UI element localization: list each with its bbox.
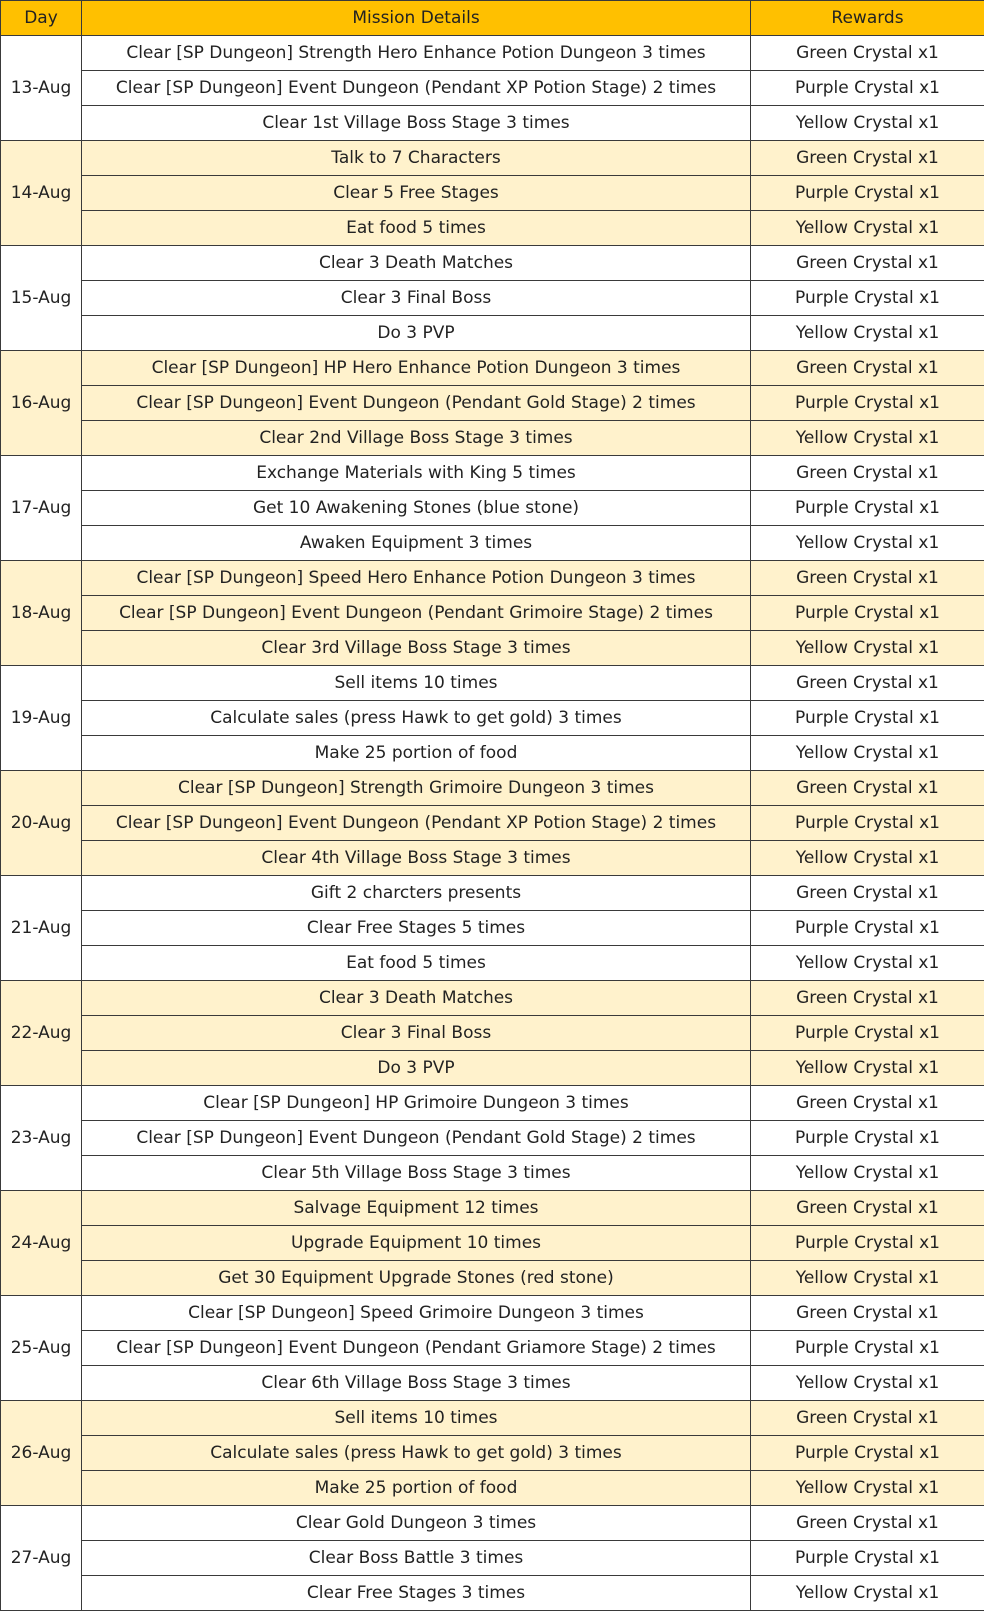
- reward-cell: Purple Crystal x1: [751, 806, 984, 841]
- reward-cell: Yellow Crystal x1: [751, 106, 984, 141]
- day-cell: 19-Aug: [1, 666, 82, 771]
- table-row: [1, 1366, 984, 1401]
- table-row: [1, 456, 984, 491]
- table-row: [1, 106, 984, 141]
- mission-cell: Calculate sales (press Hawk to get gold) 3 times: [82, 1436, 751, 1471]
- mission-cell: Clear [SP Dungeon] Event Dungeon (Pendant Griamore Stage) 2 times: [82, 1331, 751, 1366]
- reward-cell: Green Crystal x1: [751, 771, 984, 806]
- reward-cell: Purple Crystal x1: [751, 71, 984, 106]
- mission-cell: Exchange Materials with King 5 times: [82, 456, 751, 491]
- table-row: [1, 491, 984, 526]
- mission-cell: Clear 3 Death Matches: [82, 981, 751, 1016]
- mission-cell: Clear 1st Village Boss Stage 3 times: [82, 106, 751, 141]
- reward-cell: Yellow Crystal x1: [751, 1576, 984, 1611]
- mission-cell: Clear [SP Dungeon] Event Dungeon (Pendant Gold Stage) 2 times: [82, 386, 751, 421]
- table-row: [1, 526, 984, 561]
- mission-cell: Upgrade Equipment 10 times: [82, 1226, 751, 1261]
- reward-cell: Green Crystal x1: [751, 1296, 984, 1331]
- reward-cell: Green Crystal x1: [751, 246, 984, 281]
- mission-cell: Clear [SP Dungeon] Event Dungeon (Pendant XP Potion Stage) 2 times: [82, 71, 751, 106]
- reward-cell: Purple Crystal x1: [751, 1121, 984, 1156]
- table-row: [1, 666, 984, 701]
- mission-cell: Do 3 PVP: [82, 1051, 751, 1086]
- day-cell: 27-Aug: [1, 1506, 82, 1611]
- reward-cell: Green Crystal x1: [751, 1401, 984, 1436]
- table-row: [1, 246, 984, 281]
- reward-cell: Yellow Crystal x1: [751, 1471, 984, 1506]
- reward-cell: Purple Crystal x1: [751, 1436, 984, 1471]
- reward-cell: Green Crystal x1: [751, 981, 984, 1016]
- day-cell: 22-Aug: [1, 981, 82, 1086]
- header-mission-details: Mission Details: [82, 1, 751, 36]
- table-row: [1, 281, 984, 316]
- reward-cell: Purple Crystal x1: [751, 386, 984, 421]
- table-row: [1, 141, 984, 176]
- table-row: [1, 736, 984, 771]
- mission-cell: Eat food 5 times: [82, 211, 751, 246]
- table-row: [1, 1261, 984, 1296]
- reward-cell: Yellow Crystal x1: [751, 841, 984, 876]
- mission-cell: Get 10 Awakening Stones (blue stone): [82, 491, 751, 526]
- reward-cell: Purple Crystal x1: [751, 281, 984, 316]
- table-row: [1, 946, 984, 981]
- mission-cell: Clear 4th Village Boss Stage 3 times: [82, 841, 751, 876]
- day-cell: 24-Aug: [1, 1191, 82, 1296]
- mission-cell: Eat food 5 times: [82, 946, 751, 981]
- mission-cell: Clear 6th Village Boss Stage 3 times: [82, 1366, 751, 1401]
- mission-cell: Clear Free Stages 3 times: [82, 1576, 751, 1611]
- reward-cell: Green Crystal x1: [751, 1086, 984, 1121]
- table-row: [1, 316, 984, 351]
- mission-cell: Do 3 PVP: [82, 316, 751, 351]
- reward-cell: Green Crystal x1: [751, 36, 984, 71]
- table-row: [1, 1436, 984, 1471]
- table-row: [1, 1051, 984, 1086]
- reward-cell: Yellow Crystal x1: [751, 1261, 984, 1296]
- table-row: [1, 841, 984, 876]
- mission-cell: Clear Boss Battle 3 times: [82, 1541, 751, 1576]
- mission-cell: Clear 3 Death Matches: [82, 246, 751, 281]
- mission-cell: Clear [SP Dungeon] Strength Hero Enhance Potion Dungeon 3 times: [82, 36, 751, 71]
- mission-cell: Get 30 Equipment Upgrade Stones (red stone): [82, 1261, 751, 1296]
- mission-cell: Calculate sales (press Hawk to get gold) 3 times: [82, 701, 751, 736]
- mission-cell: Sell items 10 times: [82, 666, 751, 701]
- reward-cell: Yellow Crystal x1: [751, 421, 984, 456]
- reward-cell: Green Crystal x1: [751, 666, 984, 701]
- table-row: [1, 1331, 984, 1366]
- reward-cell: Yellow Crystal x1: [751, 946, 984, 981]
- header-day: Day: [1, 1, 82, 36]
- table-row: [1, 876, 984, 911]
- mission-cell: Talk to 7 Characters: [82, 141, 751, 176]
- mission-cell: Clear [SP Dungeon] Event Dungeon (Pendant Grimoire Stage) 2 times: [82, 596, 751, 631]
- reward-cell: Yellow Crystal x1: [751, 526, 984, 561]
- reward-cell: Purple Crystal x1: [751, 1226, 984, 1261]
- table-row: [1, 631, 984, 666]
- mission-table-body: [1, 36, 984, 1611]
- reward-cell: Purple Crystal x1: [751, 1331, 984, 1366]
- mission-cell: Make 25 portion of food: [82, 1471, 751, 1506]
- reward-cell: Yellow Crystal x1: [751, 316, 984, 351]
- table-row: [1, 1506, 984, 1541]
- mission-cell: Clear 5 Free Stages: [82, 176, 751, 211]
- mission-cell: Clear [SP Dungeon] Speed Grimoire Dungeon 3 times: [82, 1296, 751, 1331]
- table-row: [1, 1156, 984, 1191]
- mission-cell: Clear Free Stages 5 times: [82, 911, 751, 946]
- day-cell: 17-Aug: [1, 456, 82, 561]
- mission-cell: Clear 3rd Village Boss Stage 3 times: [82, 631, 751, 666]
- reward-cell: Yellow Crystal x1: [751, 211, 984, 246]
- reward-cell: Green Crystal x1: [751, 456, 984, 491]
- day-cell: 20-Aug: [1, 771, 82, 876]
- table-row: [1, 771, 984, 806]
- reward-cell: Green Crystal x1: [751, 1191, 984, 1226]
- reward-cell: Purple Crystal x1: [751, 911, 984, 946]
- reward-cell: Yellow Crystal x1: [751, 1366, 984, 1401]
- table-row: [1, 561, 984, 596]
- table-row: [1, 1401, 984, 1436]
- mission-cell: Sell items 10 times: [82, 1401, 751, 1436]
- header-row: [1, 1, 984, 36]
- reward-cell: Yellow Crystal x1: [751, 736, 984, 771]
- mission-cell: Clear [SP Dungeon] Event Dungeon (Pendant XP Potion Stage) 2 times: [82, 806, 751, 841]
- table-row: [1, 71, 984, 106]
- mission-cell: Salvage Equipment 12 times: [82, 1191, 751, 1226]
- reward-cell: Purple Crystal x1: [751, 596, 984, 631]
- day-cell: 21-Aug: [1, 876, 82, 981]
- reward-cell: Purple Crystal x1: [751, 491, 984, 526]
- reward-cell: Green Crystal x1: [751, 141, 984, 176]
- mission-cell: Clear 3 Final Boss: [82, 281, 751, 316]
- mission-cell: Clear 2nd Village Boss Stage 3 times: [82, 421, 751, 456]
- table-row: [1, 1121, 984, 1156]
- day-cell: 13-Aug: [1, 36, 82, 141]
- table-row: [1, 1471, 984, 1506]
- table-row: [1, 911, 984, 946]
- table-row: [1, 1016, 984, 1051]
- mission-cell: Clear [SP Dungeon] HP Grimoire Dungeon 3 times: [82, 1086, 751, 1121]
- reward-cell: Purple Crystal x1: [751, 1541, 984, 1576]
- reward-cell: Purple Crystal x1: [751, 701, 984, 736]
- table-row: [1, 351, 984, 386]
- day-cell: 26-Aug: [1, 1401, 82, 1506]
- reward-cell: Yellow Crystal x1: [751, 631, 984, 666]
- reward-cell: Green Crystal x1: [751, 351, 984, 386]
- table-row: [1, 981, 984, 1016]
- mission-cell: Clear [SP Dungeon] HP Hero Enhance Potion Dungeon 3 times: [82, 351, 751, 386]
- table-row: [1, 1226, 984, 1261]
- reward-cell: Purple Crystal x1: [751, 1016, 984, 1051]
- day-cell: 16-Aug: [1, 351, 82, 456]
- table-row: [1, 176, 984, 211]
- day-cell: 23-Aug: [1, 1086, 82, 1191]
- table-row: [1, 1576, 984, 1611]
- reward-cell: Purple Crystal x1: [751, 176, 984, 211]
- table-row: [1, 1541, 984, 1576]
- table-row: [1, 36, 984, 71]
- table-row: [1, 806, 984, 841]
- reward-cell: Green Crystal x1: [751, 876, 984, 911]
- header-rewards: Rewards: [751, 1, 984, 36]
- table-row: [1, 421, 984, 456]
- mission-cell: Clear 3 Final Boss: [82, 1016, 751, 1051]
- mission-cell: Clear 5th Village Boss Stage 3 times: [82, 1156, 751, 1191]
- table-row: [1, 1086, 984, 1121]
- reward-cell: Green Crystal x1: [751, 561, 984, 596]
- reward-cell: Yellow Crystal x1: [751, 1051, 984, 1086]
- mission-cell: Awaken Equipment 3 times: [82, 526, 751, 561]
- table-row: [1, 1191, 984, 1226]
- day-cell: 18-Aug: [1, 561, 82, 666]
- mission-cell: Clear Gold Dungeon 3 times: [82, 1506, 751, 1541]
- mission-cell: Make 25 portion of food: [82, 736, 751, 771]
- reward-cell: Green Crystal x1: [751, 1506, 984, 1541]
- table-row: [1, 701, 984, 736]
- day-cell: 14-Aug: [1, 141, 82, 246]
- table-row: [1, 211, 984, 246]
- mission-cell: Clear [SP Dungeon] Strength Grimoire Dungeon 3 times: [82, 771, 751, 806]
- table-row: [1, 386, 984, 421]
- mission-cell: Clear [SP Dungeon] Speed Hero Enhance Potion Dungeon 3 times: [82, 561, 751, 596]
- table-row: [1, 1296, 984, 1331]
- mission-cell: Clear [SP Dungeon] Event Dungeon (Pendant Gold Stage) 2 times: [82, 1121, 751, 1156]
- day-cell: 25-Aug: [1, 1296, 82, 1401]
- mission-cell: Gift 2 charcters presents: [82, 876, 751, 911]
- reward-cell: Yellow Crystal x1: [751, 1156, 984, 1191]
- day-cell: 15-Aug: [1, 246, 82, 351]
- table-row: [1, 596, 984, 631]
